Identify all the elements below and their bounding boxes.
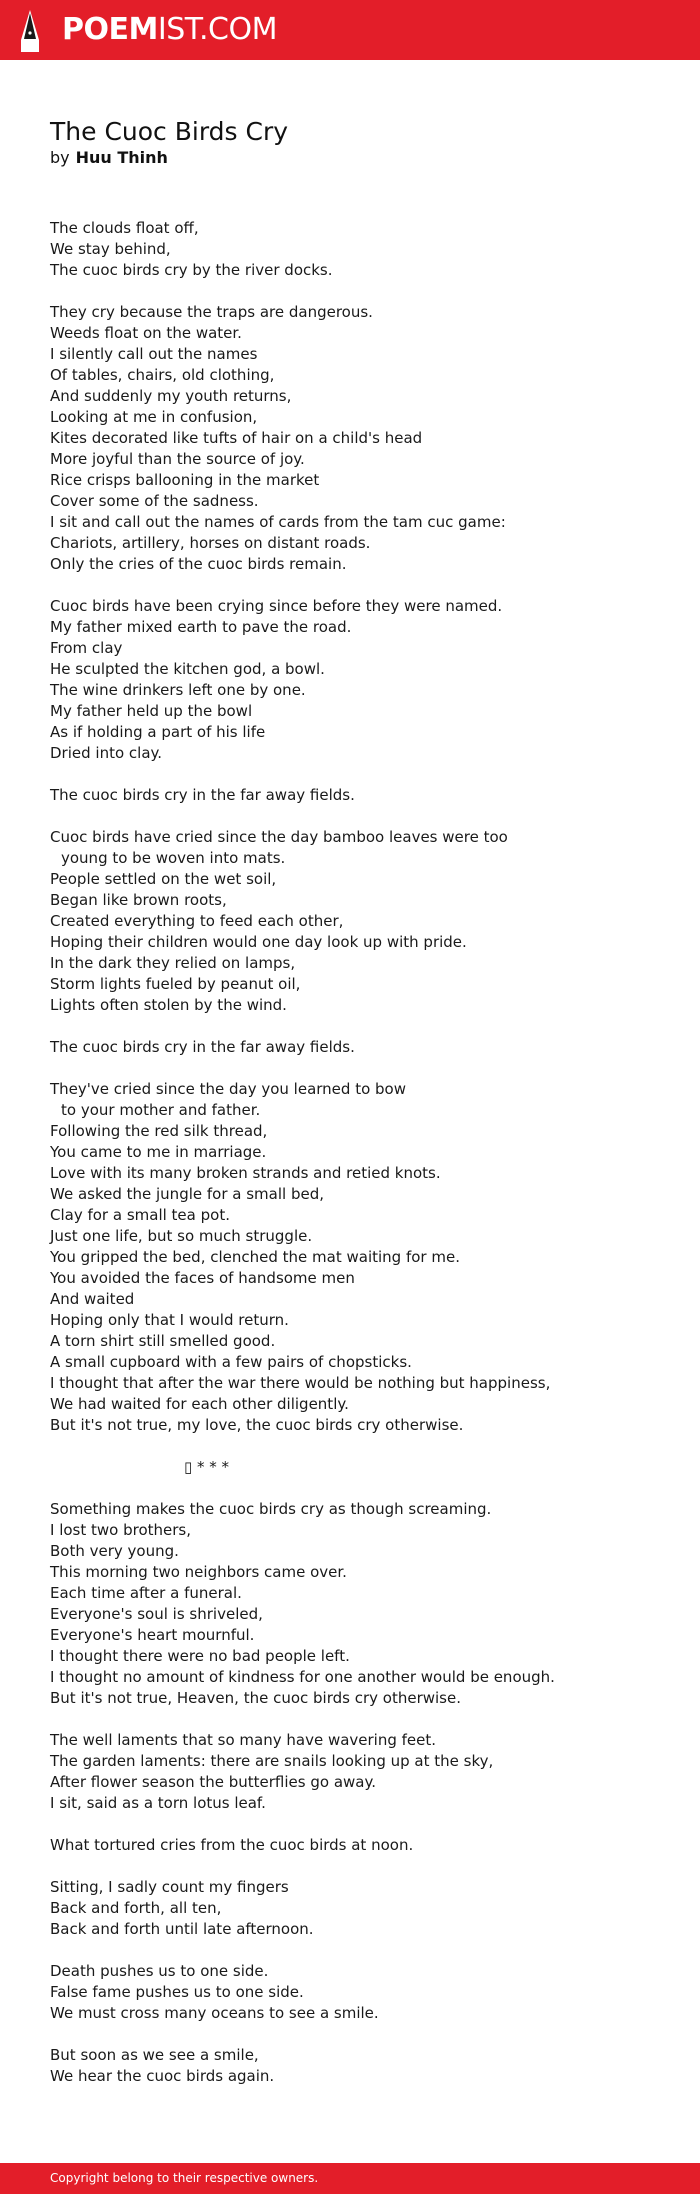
poem-line: We must cross many oceans to see a smile. [50, 2004, 379, 2022]
section-separator: ▯ * * * [184, 1458, 230, 1476]
poem-line: From clay [50, 639, 123, 657]
poem-line: The cuoc birds cry in the far away fields. [50, 1038, 355, 1056]
stanza [50, 1961, 660, 2024]
poem-line: Chariots, artillery, horses on distant roads. [50, 534, 371, 552]
poem-line: Cuoc birds have been crying since before they were named. [50, 597, 503, 615]
pen-nib-logo-icon[interactable] [18, 10, 42, 52]
poem-line: Looking at me in confusion, [50, 408, 258, 426]
poem-line: I thought no amount of kindness for one another would be enough. [50, 1668, 555, 1686]
poem-line: The garden laments: there are snails looking up at the sky, [50, 1752, 494, 1770]
poem-line: As if holding a part of his life [50, 723, 266, 741]
poem-line: And suddenly my youth returns, [50, 387, 292, 405]
poem-line: Hoping their children would one day look up with pride. [50, 933, 467, 951]
poem-line: Lights often stolen by the wind. [50, 996, 287, 1014]
poem-line: False fame pushes us to one side. [50, 1983, 304, 2001]
poem-line: I thought that after the war there would be nothing but happiness, [50, 1374, 551, 1392]
poem-line: Storm lights fueled by peanut oil, [50, 975, 301, 993]
poem-line: But soon as we see a smile, [50, 2046, 259, 2064]
poem-line: What tortured cries from the cuoc birds at noon. [50, 1836, 414, 1854]
poem-line: Hoping only that I would return. [50, 1311, 289, 1329]
logo-light-part: IST.COM [157, 12, 277, 47]
stanza [50, 785, 660, 806]
poem-line: Dried into clay. [50, 744, 163, 762]
poem-line: Rice crisps ballooning in the market [50, 471, 320, 489]
stanza [50, 302, 660, 575]
poem-line: Love with its many broken strands and retied knots. [50, 1164, 441, 1182]
poem-line: Death pushes us to one side. [50, 1962, 269, 1980]
poem-line: Created everything to feed each other, [50, 912, 344, 930]
poem-line: After flower season the butterflies go away. [50, 1773, 376, 1791]
poem-line: The cuoc birds cry in the far away fields. [50, 786, 355, 804]
poem-line: young to be woven into mats. [61, 849, 286, 867]
poem-line: You avoided the faces of handsome men [50, 1269, 355, 1287]
poem-line: Just one life, but so much struggle. [50, 1227, 313, 1245]
site-header [0, 0, 700, 60]
byline [50, 148, 168, 168]
poem-line: We had waited for each other diligently. [50, 1395, 349, 1413]
poem-line: I lost two brothers, [50, 1521, 191, 1539]
poem-line: Each time after a funeral. [50, 1584, 242, 1602]
poem-title: The Cuoc Birds Cry [50, 117, 289, 146]
poem-line: Everyone's soul is shriveled, [50, 1605, 263, 1623]
poem-line: My father held up the bowl [50, 702, 253, 720]
stanza [50, 1835, 660, 1856]
poem-line: A small cupboard with a few pairs of chopsticks. [50, 1353, 412, 1371]
poem-line: Back and forth, all ten, [50, 1899, 222, 1917]
site-logo[interactable] [62, 13, 277, 47]
poem-line: Following the red silk thread, [50, 1122, 268, 1140]
poem-line: Cover some of the sadness. [50, 492, 259, 510]
poem-line: to your mother and father. [61, 1101, 261, 1119]
poem-line: This morning two neighbors came over. [50, 1563, 347, 1581]
poem-line: I silently call out the names [50, 345, 258, 363]
poem-line: They cry because the traps are dangerous. [50, 303, 373, 321]
poem-line: Began like brown roots, [50, 891, 227, 909]
poem-line: You gripped the bed, clenched the mat waiting for me. [50, 1248, 460, 1266]
stanza [50, 827, 660, 1016]
poem-line: The wine drinkers left one by one. [50, 681, 306, 699]
poem-line: I sit, said as a torn lotus leaf. [50, 1794, 266, 1812]
copyright-text: Copyright belong to their respective owners. [50, 2171, 319, 2185]
stanza [50, 596, 660, 764]
poem-line: But it's not true, my love, the cuoc birds cry otherwise. [50, 1416, 464, 1434]
poem-line: My father mixed earth to pave the road. [50, 618, 352, 636]
poem-line: He sculpted the kitchen god, a bowl. [50, 660, 325, 678]
poem-line: Everyone's heart mournful. [50, 1626, 255, 1644]
poem-line: We asked the jungle for a small bed, [50, 1185, 324, 1203]
stanza [50, 218, 660, 281]
poem-line: In the dark they relied on lamps, [50, 954, 296, 972]
stanza [50, 1079, 660, 1436]
poem-line: But it's not true, Heaven, the cuoc birds cry otherwise. [50, 1689, 461, 1707]
stanza [50, 1457, 660, 1478]
poem-line: Cuoc birds have cried since the day bamboo leaves were too [50, 828, 508, 846]
poem-line: The well laments that so many have wavering feet. [50, 1731, 437, 1749]
poem-line: Clay for a small tea pot. [50, 1206, 230, 1224]
poem-line: Only the cries of the cuoc birds remain. [50, 555, 347, 573]
stanza [50, 1730, 660, 1814]
poem-line: I thought there were no bad people left. [50, 1647, 350, 1665]
poem-line: More joyful than the source of joy. [50, 450, 305, 468]
stanza [50, 2045, 660, 2087]
poem-line: They've cried since the day you learned to bow [50, 1080, 406, 1098]
poem-line: We stay behind, [50, 240, 171, 258]
poem-line: The clouds float off, [50, 219, 199, 237]
by-label: by [50, 148, 70, 167]
poem-body [50, 218, 660, 2108]
site-footer [0, 2163, 700, 2194]
stanza [50, 1877, 660, 1940]
poem-line: A torn shirt still smelled good. [50, 1332, 276, 1350]
author-name: Huu Thinh [75, 148, 168, 167]
poem-line: Of tables, chairs, old clothing, [50, 366, 275, 384]
poem-line: Sitting, I sadly count my fingers [50, 1878, 289, 1896]
poem-line: Weeds float on the water. [50, 324, 242, 342]
poem-line: Back and forth until late afternoon. [50, 1920, 314, 1938]
logo-bold-part: POEM [62, 12, 158, 47]
stanza [50, 1037, 660, 1058]
poem-line: You came to me in marriage. [50, 1143, 267, 1161]
poem-line: Kites decorated like tufts of hair on a child's head [50, 429, 423, 447]
poem-line: Something makes the cuoc birds cry as though screaming. [50, 1500, 492, 1518]
stanza [50, 1499, 660, 1709]
poem-line: And waited [50, 1290, 135, 1308]
poem-line: People settled on the wet soil, [50, 870, 277, 888]
poem-line: I sit and call out the names of cards from the tam cuc game: [50, 513, 506, 531]
poem-line: The cuoc birds cry by the river docks. [50, 261, 333, 279]
poem-line: Both very young. [50, 1542, 179, 1560]
poem-line: We hear the cuoc birds again. [50, 2067, 275, 2085]
